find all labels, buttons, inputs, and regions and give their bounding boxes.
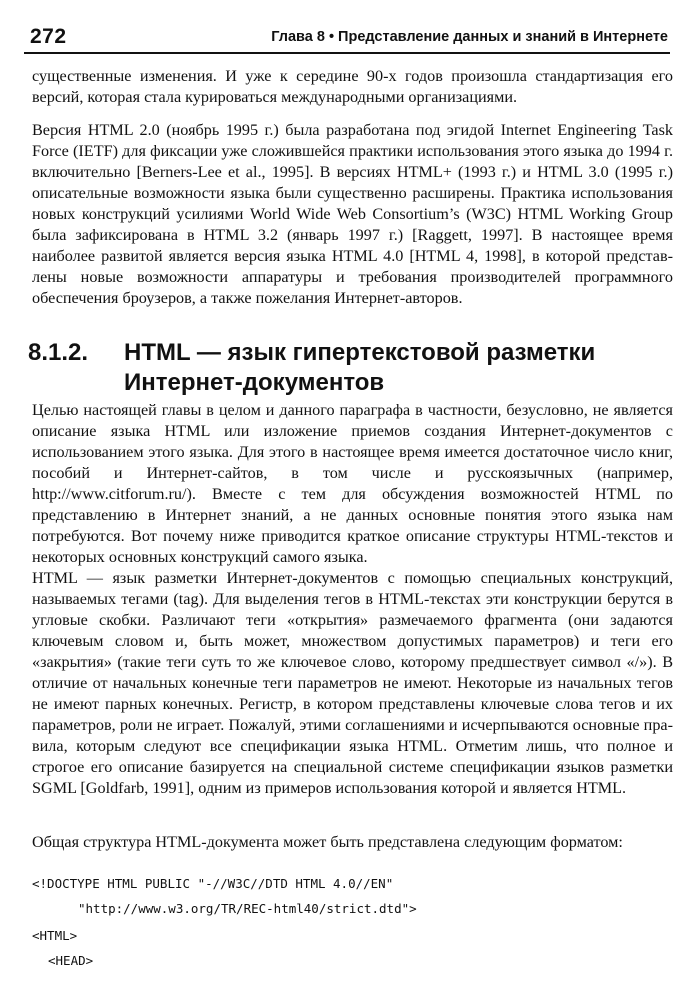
paragraph: существенные изменения. И уже к середине 90-х годов произошла стандартизация его версий, которая стала курироваться международными организациями. [32,67,673,106]
section-title-line2: Интернет-документов [124,369,385,396]
page-number: 272 [30,25,67,48]
paragraph: HTML — язык разметки Интернет-документов с помощью специальных конструкций, называемых тегами (tag). Для выделения тегов в HTML-текстах эти конструкции берутся в угловые скобки. Различают теги «открытия» размечаемого фрагмента (они задаются ключевым словом и, быть может, множеством допустимых параметров) и теги его «закрытия» (такие теги суть то же ключевое слово, которому предшествует символ «/»). В отличие от начальных конечные теги параметров не имеют. Некоторые из начальных тегов не имеют парных конечных. Регистр, в котором представлены ключевые слова тегов и их параметров, роли не играет. Пожалуй, этими соглашениями и исчерпываются основные правила, которым следуют все спецификации языка HTML. Отметим лишь, что полное и строгое его описание базируется на специальной системе спецификации языков разметки SGML [Goldfarb, 1991], одним из примеров использования которой и является HTML. [32,569,673,797]
page-header [24,24,670,54]
code-line: "http://www.w3.org/TR/REC-html40/strict.dtd"> [78,901,417,916]
section-number: 8.1.2. [28,339,89,366]
code-line: <!DOCTYPE HTML PUBLIC "-//W3C//DTD HTML 4.0//EN" [32,876,394,891]
running-head: Глава 8 • Представление данных и знаний в Интернете [271,29,668,45]
section-heading [28,338,668,398]
paragraph: Общая структура HTML-документа может быть представлена следующим форматом: [32,833,623,851]
code-line: <HTML> [32,928,78,943]
paragraph: Версия HTML 2.0 (ноябрь 1995 г.) была разработана под эгидой Internet Engineering Task Force (IETF) для фиксации уже сложившейся практики использования этого языка до 1994 г. включительно [Berners-Lee et al., 1995]. В версиях HTML+ (1993 г.) и HTML 3.0 (1995 г.) описательные возможности языка были существенно расширены. Практика использования новых конструкций усилиями World Wide Web Consortium’s (W3C) HTML Working Group была зафиксирована в HTML 3.2 (январь 1997 г.) [Raggett, 1997]. В настоящее время наиболее развитой является версия языка HTML 4.0 [HTML 4, 1998], в которой представлены новые возможности аппаратуры и требования производителей программного обеспечения броузеров, а также пожелания Интернет-авторов. [32,121,673,307]
section-title-line1: HTML — язык гипертекстовой разметки [124,339,596,366]
code-line: <HEAD> [48,953,94,968]
paragraph: Целью настоящей главы в целом и данного параграфа в частности, безусловно, не является описание языка HTML или изложение приемов создания Интернет-документов с использованием этого языка. Для этого в настоящее время имеется достаточное число книг, пособий и Интернет-сайтов, в том числе и русскоязычных (например, http://www.citforum.ru/). Вместе с тем для обсуждения возможностей HTML по представлению в Интернет знаний, а не данных основные понятия этого языка нам потребуются. Вот почему ниже приводится краткое описание структуры HTML-текстов и некоторых основных конструкций самого языка. [32,401,673,566]
